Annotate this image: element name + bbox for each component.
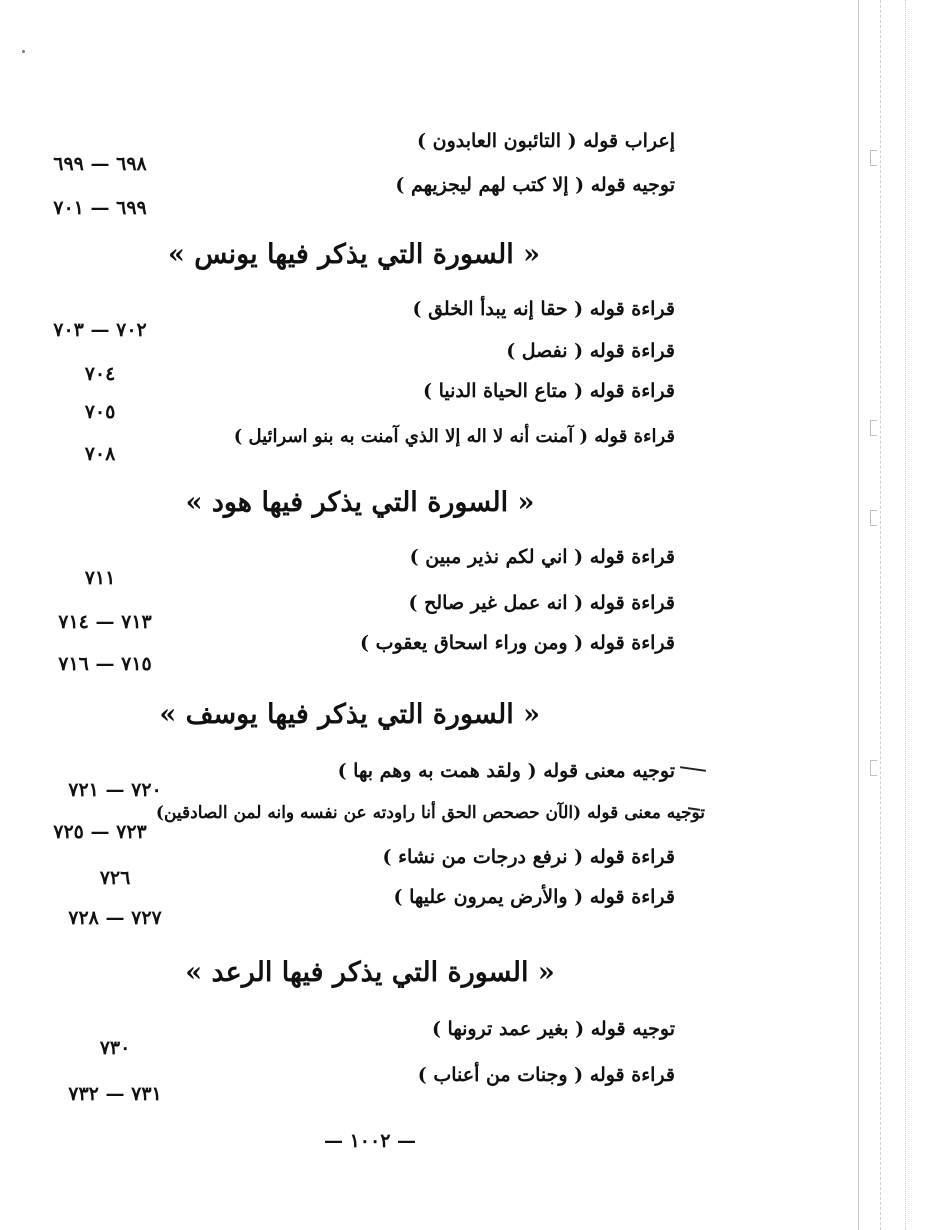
page-range: ٧٢٠ — ٧٢١ bbox=[68, 779, 162, 801]
page-range: ٧٣١ — ٧٣٢ bbox=[68, 1083, 162, 1105]
page-range: ٧٢٦ bbox=[99, 867, 131, 889]
index-entry: توجيه قوله ( بغير عمد ترونها ) bbox=[431, 1018, 675, 1040]
index-entry: توجيه معنى قوله ( ولقد همت به وهم بها ) bbox=[337, 760, 675, 782]
index-entry: قراءة قوله ( انه عمل غير صالح ) bbox=[408, 592, 675, 614]
page-range: ٧٠٤ bbox=[84, 363, 116, 385]
surah-heading: « السورة التي يذكر فيها يونس » bbox=[167, 239, 540, 270]
index-entry: توجيه قوله ( إلا كتب لهم ليجزيهم ) bbox=[395, 174, 675, 196]
page-range: ٧٠٥ bbox=[84, 401, 116, 423]
index-entry: قراءة قوله ( حقا إنه يبدأ الخلق ) bbox=[412, 298, 675, 320]
surah-heading: « السورة التي يذكر فيها الرعد » bbox=[185, 957, 555, 988]
page-range: ٧٣٠ bbox=[99, 1037, 131, 1059]
surah-heading: « السورة التي يذكر فيها هود » bbox=[185, 487, 535, 518]
margin-pen-mark bbox=[680, 766, 706, 772]
page-range: ٧٠٨ bbox=[84, 443, 116, 465]
page-range: ٧١٥ — ٧١٦ bbox=[58, 653, 152, 675]
index-entry: قراءة قوله ( ومن وراء اسحاق يعقوب ) bbox=[359, 632, 675, 654]
page-range: ٦٩٩ — ٧٠١ bbox=[53, 197, 147, 219]
binding-edge-line bbox=[880, 0, 881, 1230]
scan-mark bbox=[870, 150, 877, 166]
page-range: ٦٩٨ — ٦٩٩ bbox=[53, 153, 147, 175]
surah-heading: « السورة التي يذكر فيها يوسف » bbox=[159, 699, 540, 730]
index-entry: إعراب قوله ( التائبون العابدون ) bbox=[417, 130, 675, 152]
index-entry: قراءة قوله ( آمنت أنه لا اله إلا الذي آمنت به بنو اسرائيل ) bbox=[233, 426, 675, 447]
page-number: — ١٠٠٢ — bbox=[323, 1130, 417, 1152]
index-entry: قراءة قوله ( وجنات من أعناب ) bbox=[417, 1064, 675, 1086]
index-entry: قراءة قوله ( نفصل ) bbox=[506, 340, 675, 362]
index-entry: قراءة قوله ( متاع الحياة الدنيا ) bbox=[423, 380, 675, 402]
page-range: ٧١٣ — ٧١٤ bbox=[58, 611, 152, 633]
index-entry: قراءة قوله ( والأرض يمرون عليها ) bbox=[393, 886, 675, 908]
scan-mark bbox=[870, 420, 877, 436]
page-range: ٧٠٢ — ٧٠٣ bbox=[53, 319, 147, 341]
binding-edge-line bbox=[905, 0, 906, 1230]
scan-speck bbox=[22, 50, 25, 53]
scan-mark bbox=[870, 760, 877, 776]
page-range: ٧١١ bbox=[84, 567, 116, 589]
index-entry: قراءة قوله ( نرفع درجات من نشاء ) bbox=[382, 846, 675, 868]
index-entry: قراءة قوله ( اني لكم نذير مبين ) bbox=[409, 546, 675, 568]
page-range: ٧٢٣ — ٧٢٥ bbox=[53, 821, 147, 843]
page-range: ٧٢٧ — ٧٢٨ bbox=[68, 907, 162, 929]
binding-edge-line bbox=[858, 0, 859, 1230]
index-entry: توجيه معنى قوله (الآن حصحص الحق أنا راودته عن نفسه وانه لمن الصادقين) bbox=[155, 803, 705, 823]
scan-mark bbox=[870, 510, 877, 526]
